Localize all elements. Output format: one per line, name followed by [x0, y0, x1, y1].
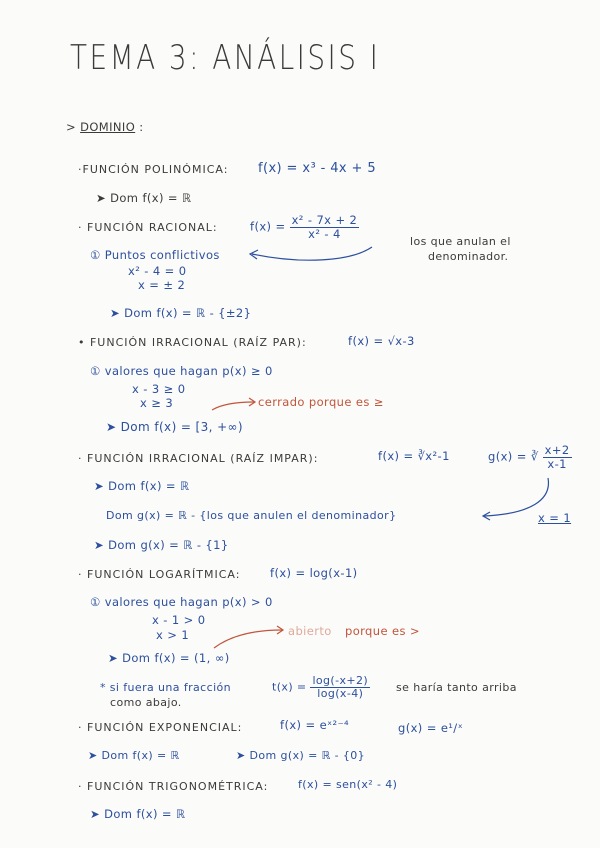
formula-irracional-impar-f: f(x) = ∛x²-1	[378, 449, 450, 463]
header-exponencial: · FUNCIÓN EXPONENCIAL:	[78, 721, 243, 734]
dom-irracional-par: ➤ Dom f(x) = [3, +∞)	[106, 420, 244, 434]
header-polinomica: ·FUNCIÓN POLINÓMICA:	[78, 163, 229, 176]
racional-fraction	[290, 214, 360, 240]
formula-polinomica: f(x) = x³ - 4x + 5	[258, 161, 377, 176]
racional-lhs: f(x) =	[250, 219, 286, 234]
racional-eq2: x = ± 2	[138, 278, 186, 292]
header-trigonometrica: · FUNCIÓN TRIGONOMÉTRICA:	[78, 780, 269, 793]
section-dominio: > DOMINIO :	[66, 120, 144, 134]
formula-racional	[250, 214, 359, 240]
formula-irracional-impar-g	[488, 444, 572, 470]
header-irracional-impar: · FUNCIÓN IRRACIONAL (RAÍZ IMPAR):	[78, 452, 319, 465]
dom-exponencial-f: ➤ Dom f(x) = ℝ	[88, 749, 180, 762]
formula-exponencial-f: f(x) = eˣ²⁻⁴	[280, 718, 350, 732]
logaritmica-step: ① valores que hagan p(x) > 0	[90, 595, 273, 609]
t-num: log(-x+2)	[312, 674, 369, 687]
racional-eq1: x² - 4 = 0	[128, 264, 187, 278]
irracional-par-step: ① valores que hagan p(x) ≥ 0	[90, 364, 273, 378]
header-irracional-par: • FUNCIÓN IRRACIONAL (RAÍZ PAR):	[78, 336, 307, 349]
logaritmica-eq1: x - 1 > 0	[152, 613, 206, 627]
irracional-impar-side	[538, 512, 571, 525]
dom-irracional-impar-g: Dom g(x) = ℝ - {los que anulen el denominador}	[106, 509, 397, 522]
dom-polinomica: ➤ Dom f(x) = ℝ	[96, 191, 192, 205]
irracional-par-eq2: x ≥ 3	[140, 396, 174, 410]
irracional-g-lhs: g(x) = ∛	[488, 449, 539, 464]
t-den: log(x-4)	[317, 687, 364, 701]
t-lhs: t(x) =	[272, 680, 307, 694]
irracional-par-eq1: x - 3 ≥ 0	[132, 382, 186, 396]
page-title: TEMA 3: ANÁLISIS I	[70, 38, 381, 78]
formula-irracional-par: f(x) = √x-3	[348, 334, 415, 348]
formula-logaritmica: f(x) = log(x-1)	[270, 566, 358, 580]
header-racional: · FUNCIÓN RACIONAL:	[78, 221, 218, 234]
logaritmica-star-a: * si fuera una fracción	[100, 681, 232, 694]
header-logaritmica: · FUNCIÓN LOGARÍTMICA:	[78, 568, 241, 581]
formula-exponencial-g: g(x) = e¹/ˣ	[398, 721, 464, 735]
t-fraction	[310, 675, 370, 700]
section-label: DOMINIO	[80, 120, 136, 134]
irracional-par-arrow	[212, 402, 254, 410]
irracional-par-arrow-head	[249, 398, 255, 406]
racional-note-b: denominador.	[428, 250, 509, 263]
formula-trigonometrica: f(x) = sen(x² - 4)	[298, 778, 398, 791]
irracional-impar-side-text: x = 1	[538, 511, 572, 525]
racional-step: ① Puntos conflictivos	[90, 248, 220, 262]
logaritmica-note-b: porque es >	[345, 624, 420, 638]
formula-t	[272, 675, 370, 700]
logaritmica-arrow-head	[277, 626, 283, 634]
dom-irracional-impar-g2: ➤ Dom g(x) = ℝ - {1}	[94, 538, 229, 552]
irracional-impar-arrow-head	[483, 512, 490, 520]
dom-irracional-impar-f: ➤ Dom f(x) = ℝ	[94, 479, 190, 493]
irracional-g-den: x-1	[547, 456, 567, 471]
racional-arrow	[252, 247, 372, 260]
dom-racional: ➤ Dom f(x) = ℝ - {±2}	[110, 306, 252, 320]
logaritmica-star-c: como abajo.	[110, 696, 182, 709]
logaritmica-arrow	[214, 630, 282, 648]
logaritmica-eq2: x > 1	[156, 628, 190, 642]
racional-num: x² - 7x + 2	[291, 213, 358, 227]
racional-note-a: los que anulan el	[410, 235, 511, 248]
irracional-par-note: cerrado porque es ≥	[258, 395, 384, 409]
irracional-g-num: x+2	[544, 443, 570, 457]
logaritmica-note-a: abierto	[288, 624, 332, 638]
logaritmica-star-b: se haría tanto arriba	[396, 681, 517, 694]
irracional-g-fraction	[543, 444, 572, 470]
racional-arrow-head	[250, 250, 258, 259]
dom-logaritmica: ➤ Dom f(x) = (1, ∞)	[108, 651, 230, 665]
racional-den: x² - 4	[308, 226, 341, 241]
dom-exponencial-g: ➤ Dom g(x) = ℝ - {0}	[236, 749, 366, 762]
dom-trigonometrica: ➤ Dom f(x) = ℝ	[90, 807, 186, 821]
